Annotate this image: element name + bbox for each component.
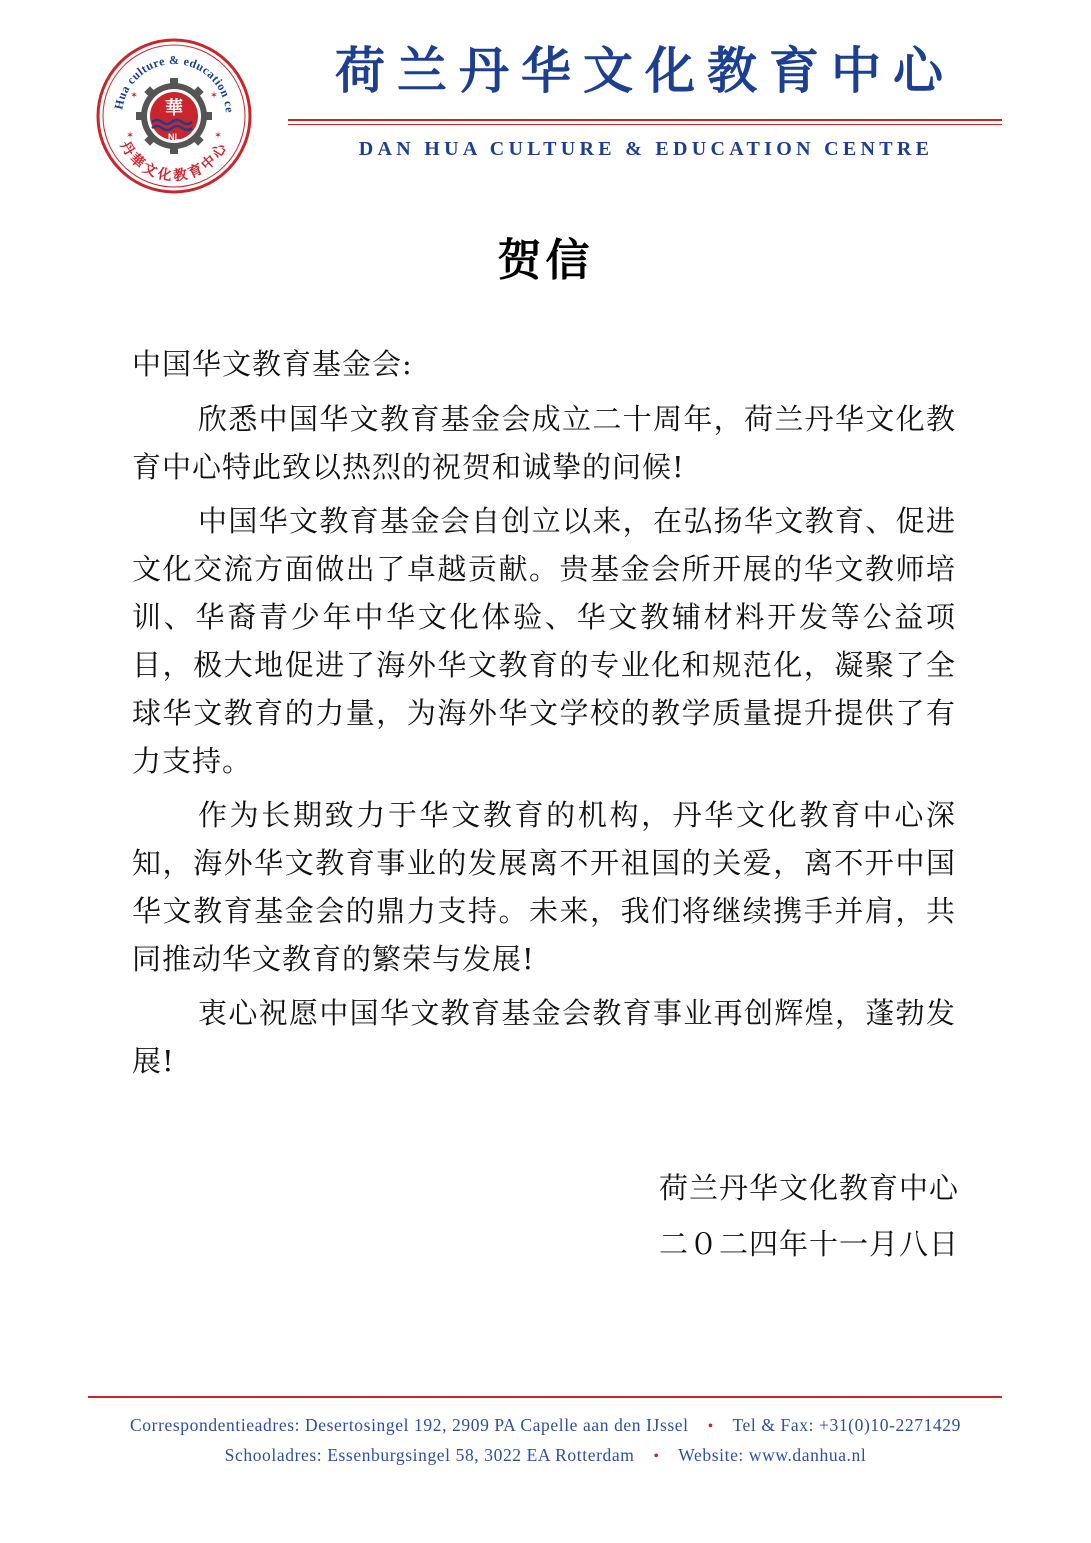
svg-text:✶: ✶ (210, 91, 218, 101)
footer-line-2 (0, 1445, 1091, 1466)
svg-text:✶: ✶ (130, 91, 138, 101)
svg-text:NL: NL (168, 132, 180, 142)
separator-dot-icon: • (653, 1448, 660, 1465)
svg-text:華: 華 (165, 98, 183, 119)
signature-block (659, 1162, 959, 1274)
correspondence-address: Correspondentieadres: Desertosingel 192, 2909 PA Capelle aan den IJssel (130, 1415, 689, 1435)
footer-line-1 (0, 1415, 1091, 1436)
footer-divider (88, 1396, 1002, 1398)
letter-title: 贺信 (497, 235, 594, 286)
salutation: 中国华文教育基金会: (132, 347, 413, 381)
school-address: Schooladres: Essenburgsingel 58, 3022 EA Rotterdam (224, 1445, 635, 1465)
signature-date: 二０二四年十一月八日 (658, 1227, 959, 1261)
separator-dot-icon: • (707, 1418, 714, 1435)
svg-text:✶: ✶ (214, 131, 222, 141)
paragraph: 中国华文教育基金会自创立以来，在弘扬华文教育、促进文化交流方面做出了卓越贡献。贵基金会所开展的华文教师培训、华裔青少年中华文化体验、华文教辅材料开发等公益项目，极大地促进了海外华文教育的专业化和规范化，凝聚了全球华文教育的力量，为海外华文学校的教学质量提升提供了有力支持。 (132, 504, 956, 778)
header-divider (288, 119, 1002, 121)
header-divider-thin (288, 124, 1002, 125)
letter-body (132, 395, 956, 1091)
svg-text:✶: ✶ (126, 131, 134, 141)
website-link[interactable]: Website: www.danhua.nl (678, 1445, 867, 1465)
svg-text:丹華文化教育中心: 丹華文化教育中心 (116, 138, 232, 185)
paragraph: 作为长期致力于华文教育的机构，丹华文化教育中心深知，海外华文教育事业的发展离不开祖国的关爱，离不开中国华文教育基金会的鼎力支持。未来，我们将继续携手并肩，共同推动华文教育的繁荣与发展! (132, 798, 956, 976)
paragraph: 欣悉中国华文教育基金会成立二十周年，荷兰丹华文化教育中心特此致以热烈的祝贺和诚挚的问候! (132, 402, 956, 484)
org-name-chinese: 荷兰丹华文化教育中心 (335, 42, 955, 100)
signature-org: 荷兰丹华文化教育中心 (658, 1171, 959, 1205)
logo-emblem-icon (94, 36, 254, 196)
tel-fax: Tel & Fax: +31(0)10-2271429 (732, 1415, 961, 1435)
paragraph: 衷心祝愿中国华文教育基金会教育事业再创辉煌，蓬勃发展! (132, 996, 956, 1078)
org-name-english: DAN HUA CULTURE & EDUCATION CENTRE (358, 138, 934, 160)
logo (94, 36, 254, 196)
svg-text:Dan Hua culture & education ce: Hua culture & education ce (111, 52, 237, 114)
